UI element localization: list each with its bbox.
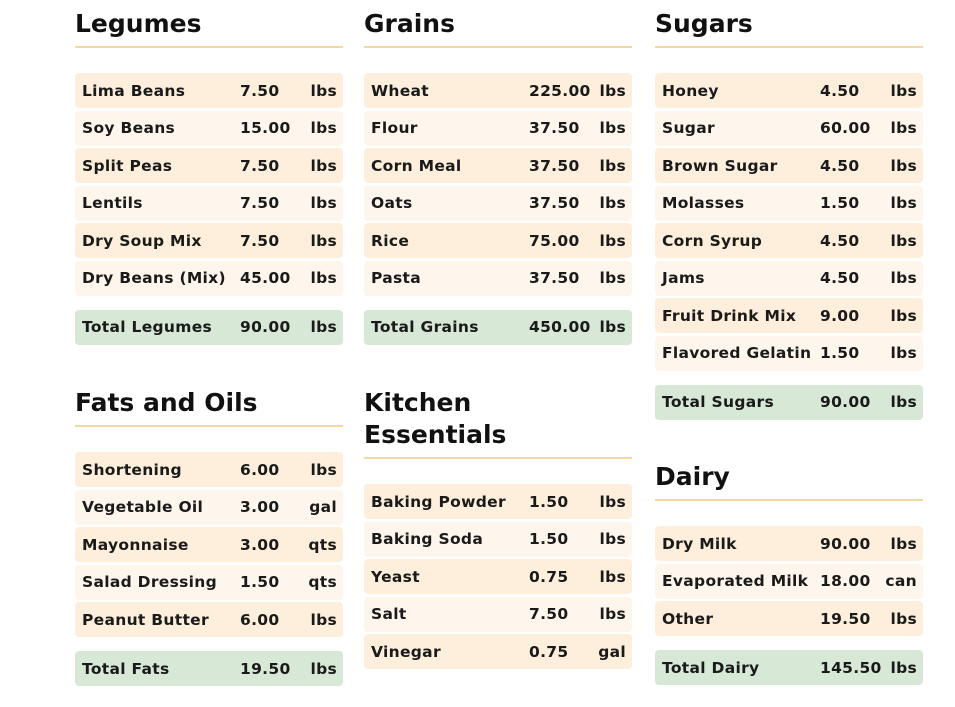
item-quantity: 4.50 — [820, 81, 860, 100]
item-row — [364, 223, 632, 258]
item-row — [364, 522, 632, 557]
item-name: Flour — [371, 119, 418, 137]
item-quantity: 7.50 — [240, 194, 280, 212]
item-quantity: 18.00 — [820, 572, 871, 590]
section-divider — [655, 499, 923, 501]
item-row — [75, 261, 343, 296]
item-name: Shortening — [82, 460, 182, 479]
section-title-line2: Essentials — [364, 420, 507, 449]
item-quantity: 90.00 — [820, 393, 871, 411]
item-unit: lbs — [890, 534, 917, 553]
item-quantity: 9.00 — [820, 306, 860, 325]
item-quantity: 1.50 — [529, 492, 569, 511]
item-row — [655, 526, 923, 561]
item-name: Wheat — [371, 81, 430, 100]
item-name: Baking Soda — [371, 530, 484, 548]
item-quantity: 4.50 — [820, 269, 860, 287]
item-row — [655, 186, 923, 221]
item-quantity: 45.00 — [240, 269, 291, 287]
item-unit: lbs — [890, 269, 917, 287]
item-quantity: 19.50 — [820, 609, 871, 628]
item-unit: gal — [309, 498, 337, 516]
item-list — [655, 526, 923, 685]
item-unit: lbs — [310, 156, 337, 175]
item-name: Flavored Gelatin — [662, 344, 812, 362]
item-name: Lentils — [82, 194, 143, 212]
item-row — [75, 111, 343, 146]
section-divider — [364, 457, 632, 459]
section-divider — [75, 46, 343, 48]
item-name: Total Grains — [371, 318, 479, 336]
item-quantity: 1.50 — [529, 530, 569, 548]
item-unit: lbs — [310, 318, 337, 336]
item-name: Vegetable Oil — [82, 498, 204, 516]
item-quantity: 75.00 — [529, 231, 580, 250]
section-title — [364, 387, 632, 451]
item-quantity: 90.00 — [240, 318, 291, 336]
item-row — [75, 527, 343, 562]
item-row — [364, 73, 632, 108]
item-unit: lbs — [599, 81, 626, 100]
item-unit: lbs — [310, 269, 337, 287]
item-quantity: 3.00 — [240, 498, 280, 516]
item-quantity: 6.00 — [240, 460, 280, 479]
item-name: Pasta — [371, 269, 421, 287]
item-name: Oats — [371, 194, 413, 212]
item-name: Split Peas — [82, 156, 173, 175]
item-unit: lbs — [890, 658, 917, 677]
item-name: Other — [662, 609, 714, 628]
item-unit: lbs — [890, 344, 917, 362]
section-title-line1: Kitchen — [364, 388, 472, 417]
section-dairy — [655, 461, 923, 688]
section-divider — [655, 46, 923, 48]
item-unit: lbs — [310, 610, 337, 629]
section-fats-and-oils — [75, 387, 343, 689]
item-name: Salad Dressing — [82, 573, 218, 591]
item-row — [655, 261, 923, 296]
item-row — [75, 452, 343, 487]
item-name: Lima Beans — [82, 81, 186, 100]
item-unit: gal — [598, 642, 626, 661]
item-quantity: 60.00 — [820, 119, 871, 137]
section-title: Legumes — [75, 9, 202, 38]
item-unit: lbs — [890, 231, 917, 250]
item-list — [75, 452, 343, 686]
item-unit: lbs — [599, 269, 626, 287]
item-quantity: 1.50 — [820, 344, 860, 362]
total-row — [655, 385, 923, 420]
item-name: Soy Beans — [82, 119, 176, 137]
item-quantity: 90.00 — [820, 534, 871, 553]
item-name: Jams — [662, 269, 705, 287]
item-quantity: 145.50 — [820, 658, 882, 677]
item-name: Total Fats — [82, 659, 170, 678]
item-name: Yeast — [371, 567, 420, 586]
section-title: Fats and Oils — [75, 388, 258, 417]
item-quantity: 7.50 — [240, 231, 280, 250]
item-quantity: 4.50 — [820, 156, 860, 175]
item-quantity: 37.50 — [529, 119, 580, 137]
item-quantity: 37.50 — [529, 269, 580, 287]
item-row — [364, 559, 632, 594]
item-quantity: 6.00 — [240, 610, 280, 629]
total-row — [75, 310, 343, 345]
total-row — [75, 651, 343, 686]
item-quantity: 1.50 — [240, 573, 280, 591]
section-kitchen-essentials — [364, 387, 632, 672]
item-quantity: 0.75 — [529, 642, 569, 661]
item-row — [655, 298, 923, 333]
section-title: Dairy — [655, 462, 730, 491]
item-name: Fruit Drink Mix — [662, 306, 797, 325]
item-name: Honey — [662, 81, 719, 100]
item-row — [655, 111, 923, 146]
section-title: Grains — [364, 9, 455, 38]
item-name: Corn Syrup — [662, 231, 763, 250]
item-row — [75, 490, 343, 525]
total-row — [655, 650, 923, 685]
item-quantity: 7.50 — [240, 81, 280, 100]
item-name: Molasses — [662, 194, 745, 212]
item-name: Corn Meal — [371, 156, 462, 175]
section-divider — [75, 425, 343, 427]
item-name: Peanut Butter — [82, 610, 209, 629]
item-unit: lbs — [890, 81, 917, 100]
item-unit: lbs — [310, 194, 337, 212]
item-name: Vinegar — [371, 642, 441, 661]
item-row — [75, 148, 343, 183]
item-unit: qts — [308, 535, 337, 554]
item-name: Brown Sugar — [662, 156, 778, 175]
item-name: Baking Powder — [371, 492, 506, 511]
item-quantity: 7.50 — [240, 156, 280, 175]
item-name: Total Sugars — [662, 393, 774, 411]
item-quantity: 3.00 — [240, 535, 280, 554]
item-row — [655, 223, 923, 258]
item-row — [655, 148, 923, 183]
item-row — [364, 261, 632, 296]
item-name: Sugar — [662, 119, 715, 137]
item-unit: lbs — [890, 156, 917, 175]
item-unit: lbs — [890, 194, 917, 212]
item-unit: lbs — [310, 119, 337, 137]
item-row — [364, 634, 632, 669]
item-unit: lbs — [890, 609, 917, 628]
item-list — [75, 73, 343, 345]
item-unit: lbs — [310, 81, 337, 100]
item-unit: lbs — [890, 393, 917, 411]
item-row — [655, 564, 923, 599]
item-unit: lbs — [599, 318, 626, 336]
item-quantity: 1.50 — [820, 194, 860, 212]
item-row — [655, 73, 923, 108]
item-quantity: 15.00 — [240, 119, 291, 137]
item-quantity: 0.75 — [529, 567, 569, 586]
section-sugars — [655, 8, 923, 422]
item-quantity: 7.50 — [529, 605, 569, 623]
item-unit: lbs — [890, 119, 917, 137]
item-quantity: 450.00 — [529, 318, 591, 336]
item-unit: lbs — [599, 530, 626, 548]
item-row — [655, 601, 923, 636]
item-row — [364, 484, 632, 519]
item-name: Dry Beans (Mix) — [82, 269, 226, 287]
section-title: Sugars — [655, 9, 753, 38]
item-row — [75, 186, 343, 221]
item-list — [364, 73, 632, 345]
item-unit: lbs — [310, 659, 337, 678]
total-row — [364, 310, 632, 345]
item-quantity: 19.50 — [240, 659, 291, 678]
item-quantity: 37.50 — [529, 194, 580, 212]
item-unit: lbs — [599, 156, 626, 175]
item-row — [364, 186, 632, 221]
item-unit: lbs — [310, 231, 337, 250]
item-row — [364, 148, 632, 183]
item-name: Salt — [371, 605, 407, 623]
item-row — [364, 111, 632, 146]
item-name: Total Legumes — [82, 318, 213, 336]
item-unit: lbs — [890, 306, 917, 325]
item-name: Total Dairy — [662, 658, 760, 677]
item-name: Dry Milk — [662, 534, 737, 553]
item-row — [364, 597, 632, 632]
item-unit: lbs — [310, 460, 337, 479]
item-list — [364, 484, 632, 669]
item-unit: lbs — [599, 194, 626, 212]
item-unit: lbs — [599, 231, 626, 250]
item-unit: can — [885, 572, 917, 590]
item-row — [75, 602, 343, 637]
section-grains — [364, 8, 632, 347]
item-list — [655, 73, 923, 420]
item-name: Rice — [371, 231, 410, 250]
item-name: Dry Soup Mix — [82, 231, 202, 250]
item-row — [75, 223, 343, 258]
item-quantity: 37.50 — [529, 156, 580, 175]
item-unit: lbs — [599, 567, 626, 586]
item-name: Mayonnaise — [82, 535, 189, 554]
section-legumes — [75, 8, 343, 347]
item-row — [75, 565, 343, 600]
item-unit: qts — [308, 573, 337, 591]
item-quantity: 225.00 — [529, 81, 591, 100]
item-name: Evaporated Milk — [662, 572, 809, 590]
item-row — [75, 73, 343, 108]
item-row — [655, 336, 923, 371]
item-unit: lbs — [599, 119, 626, 137]
section-divider — [364, 46, 632, 48]
item-quantity: 4.50 — [820, 231, 860, 250]
item-unit: lbs — [599, 492, 626, 511]
item-unit: lbs — [599, 605, 626, 623]
